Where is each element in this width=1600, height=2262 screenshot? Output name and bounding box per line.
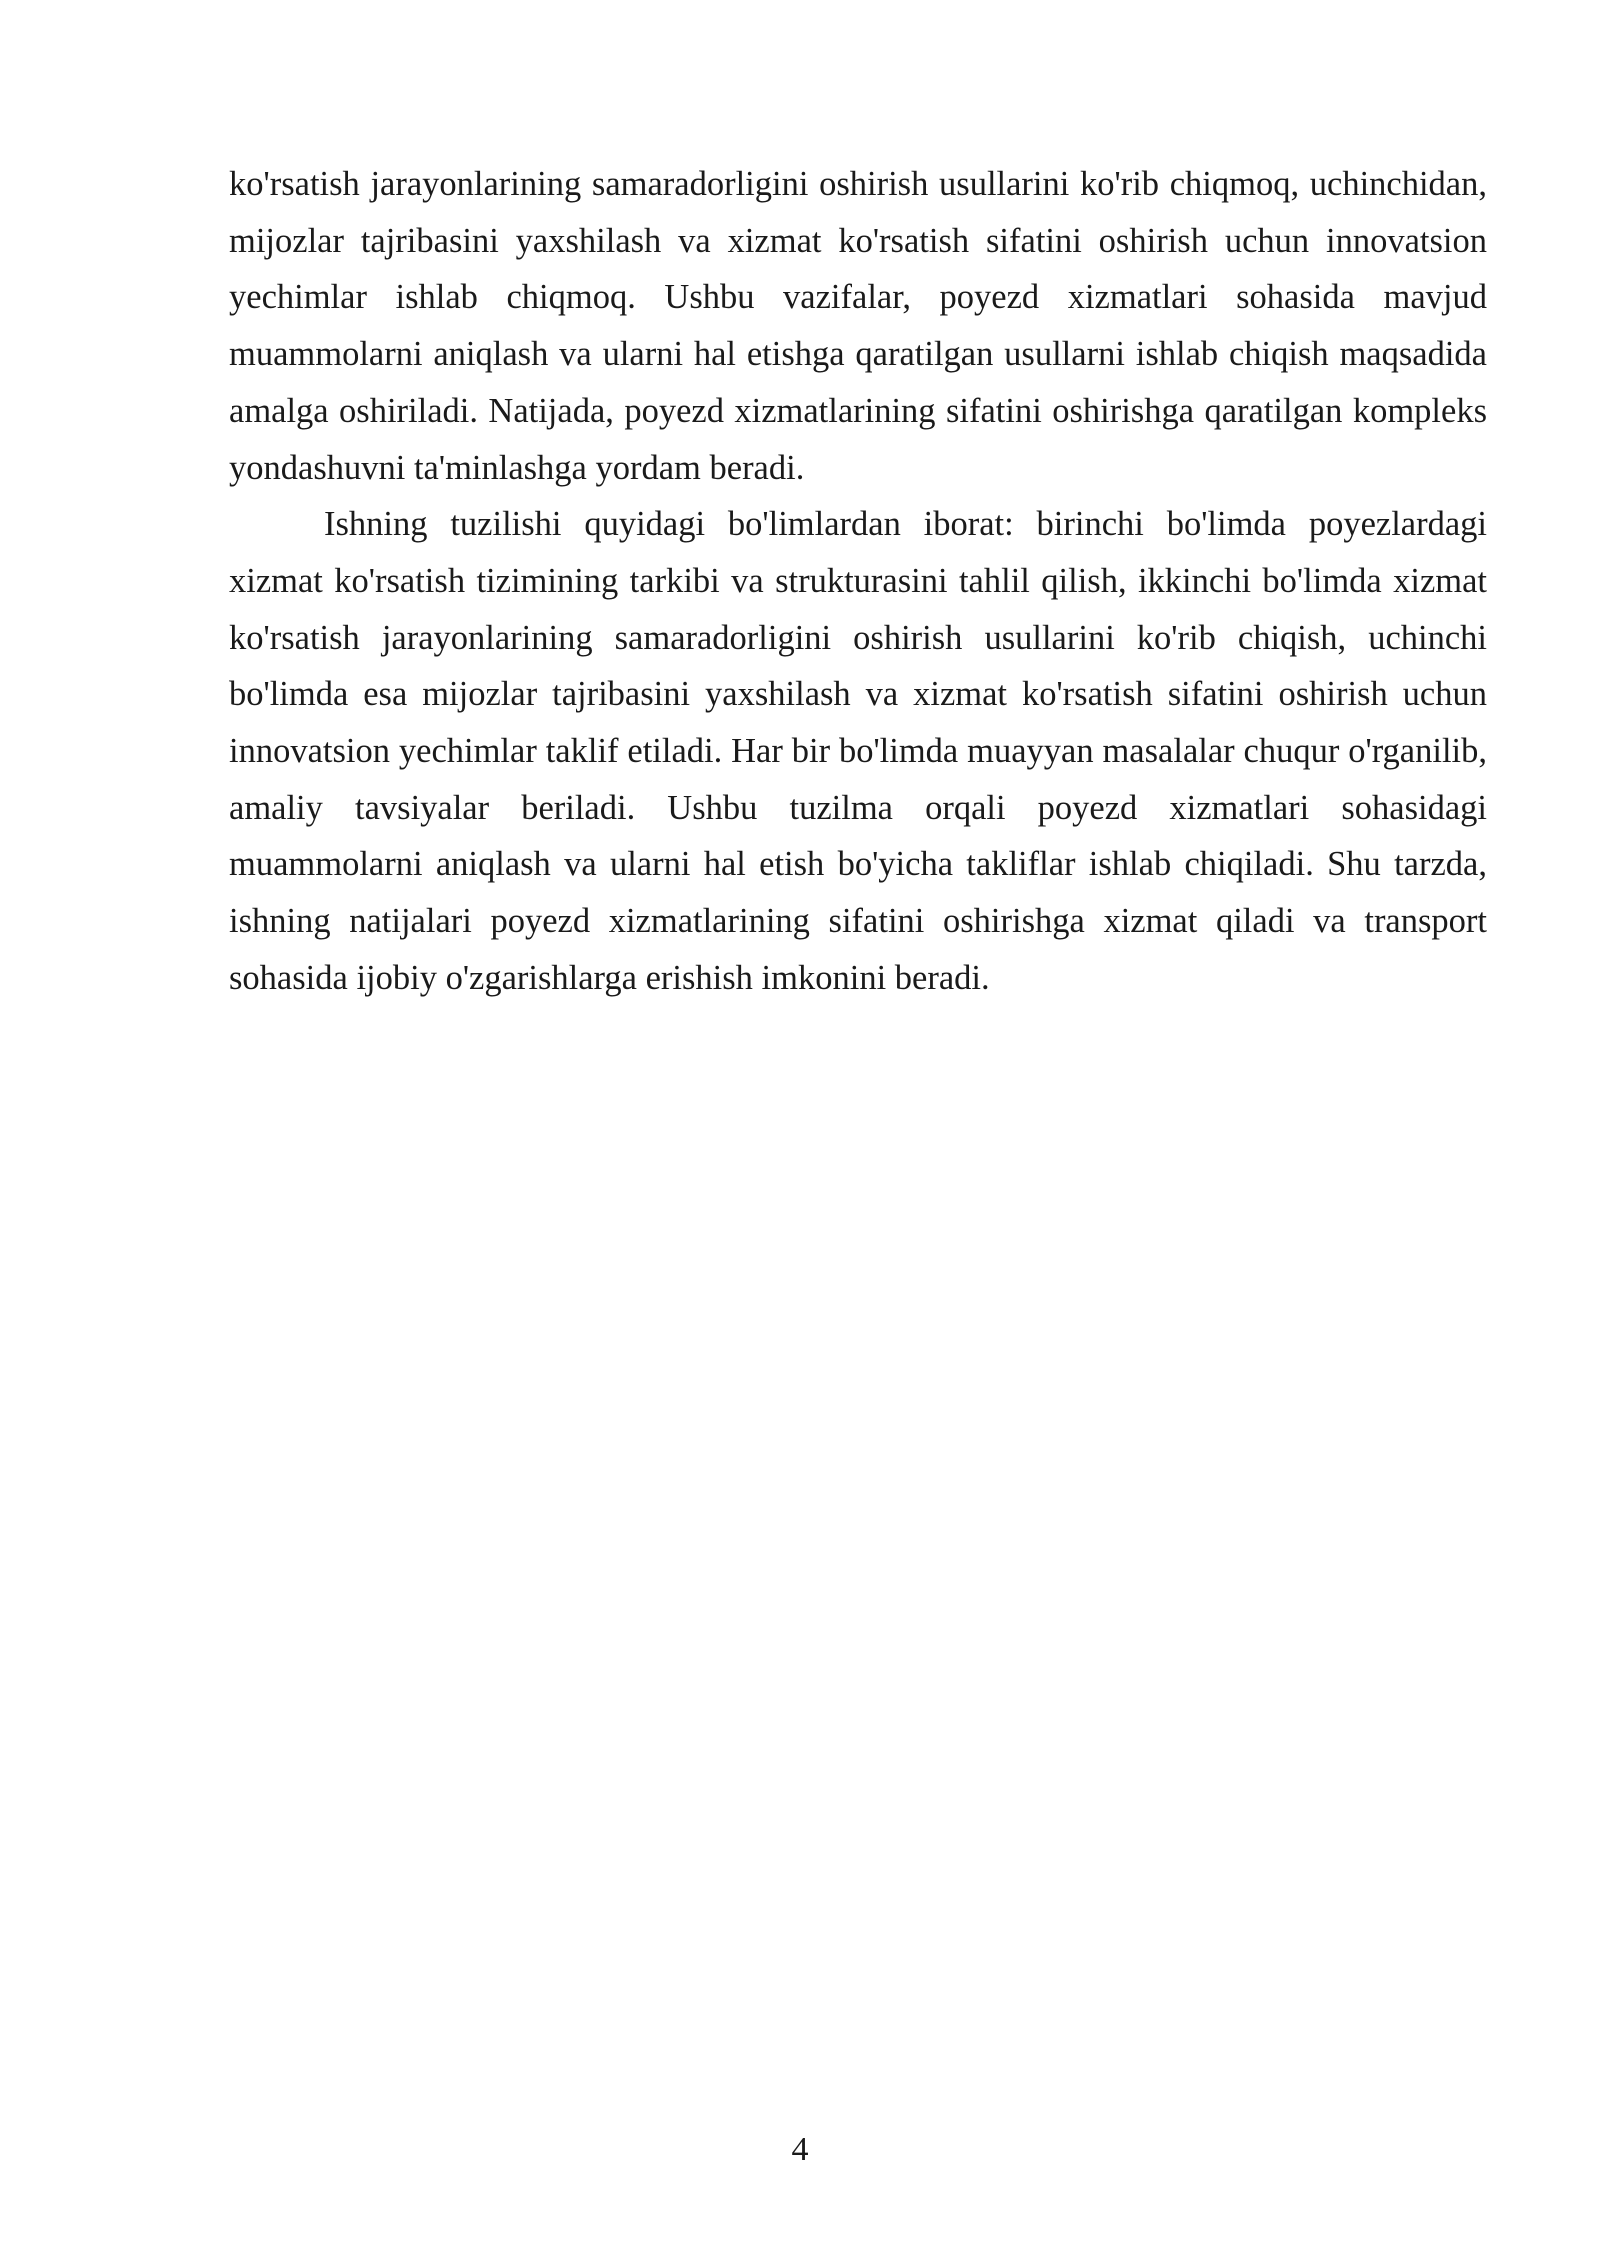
body-text	[229, 156, 1487, 1007]
paragraph-continuation: ko'rsatish jarayonlarining samaradorligini oshirish usullarini ko'rib chiqmoq, uchinchidan, mijozlar tajribasini yaxshilash va xizmat ko'rsatish sifatini oshirish uchun innovatsion yechimlar ishlab chiqmoq. Ushbu vazifalar, poyezd xizmatlari sohasida mavjud muammolarni aniqlash va ularni hal etishga qaratilgan usullarni ishlab chiqish maqsadida amalga oshiriladi. Natijada, poyezd xizmatlarining sifatini oshirishga qaratilgan kompleks yondashuvni ta'minlashga yordam beradi.	[229, 165, 1487, 487]
page-number: 4	[791, 2131, 809, 2168]
paragraph-structure: Ishning tuzilishi quyidagi bo'limlardan iborat: birinchi bo'limda poyezlardagi xizmat ko'rsatish tizimining tarkibi va strukturasini tahlil qilish, ikkinchi bo'limda xizmat ko'rsatish jarayonlarining samaradorligini oshirish usullarini ko'rib chiqish, uchinchi bo'limda esa mijozlar tajribasini yaxshilash va xizmat ko'rsatish sifatini oshirish uchun innovatsion yechimlar taklif etiladi. Har bir bo'limda muayyan masalalar chuqur o'rganilib, amaliy tavsiyalar beriladi. Ushbu tuzilma orqali poyezd xizmatlari sohasidagi muammolarni aniqlash va ularni hal etish bo'yicha takliflar ishlab chiqiladi. Shu tarzda, ishning natijalari poyezd xizmatlarining sifatini oshirishga xizmat qiladi va transport sohasida ijobiy o'zgarishlarga erishish imkonini beradi.	[229, 505, 1487, 997]
